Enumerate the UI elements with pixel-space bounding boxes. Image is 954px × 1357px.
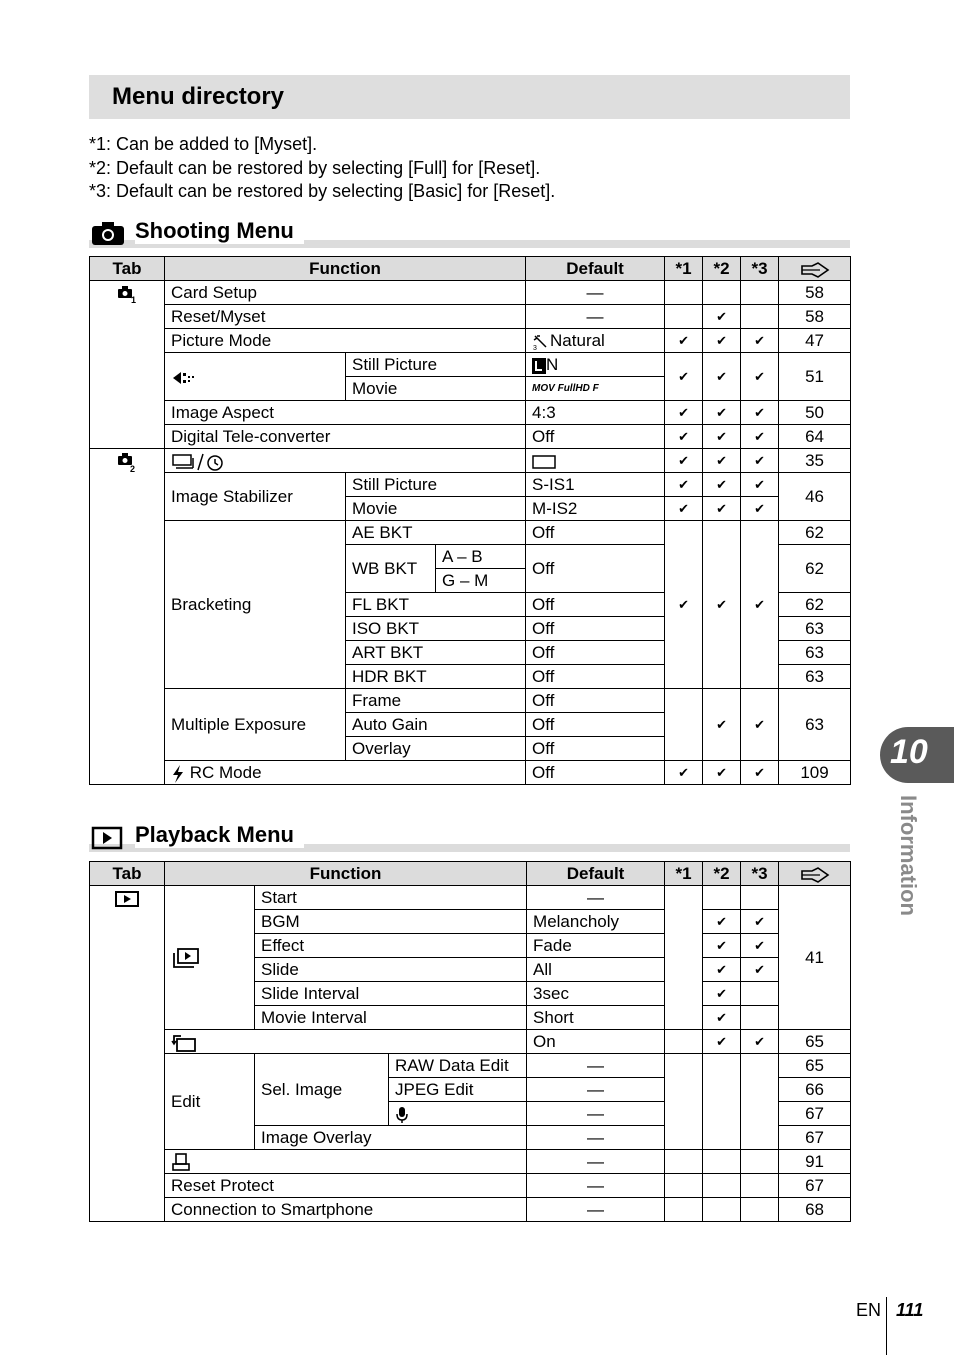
table-row [90,1198,851,1222]
start-label: Start [255,886,527,910]
page-number: 67 [779,1126,851,1150]
check-mark: ✔ [665,401,703,425]
default-value: — [526,281,665,305]
default-value: Off [526,545,665,593]
default-value: Fade [527,934,665,958]
print-icon-cell [165,1150,527,1174]
col-default: Default [526,257,665,281]
default-value: Off [526,593,665,617]
slide-label: Slide [255,958,527,982]
slideshow-icon-cell [165,886,255,1030]
default-value: 4:3 [526,401,665,425]
table-row [90,761,851,785]
still-quality-value: N [546,355,559,374]
bracketing-label: Bracketing [165,521,346,689]
col-tab: Tab [90,257,165,281]
check-mark: ✔ [703,1006,741,1030]
page-number: 65 [779,1030,851,1054]
default-value: Off [526,641,665,665]
check-mark: ✔ [703,449,741,473]
page-number: 63 [779,641,851,665]
table-row [90,1150,851,1174]
check-mark: ✔ [703,497,741,521]
default-value: M-IS2 [526,497,665,521]
check-mark: ✔ [741,521,779,689]
still-picture-label: Still Picture [346,353,526,377]
jpeg-edit-label: JPEG Edit [389,1078,527,1102]
tele-converter-label: Digital Tele-converter [165,425,526,449]
check-mark: ✔ [741,958,779,982]
check-mark: ✔ [665,521,703,689]
page-number: 62 [779,521,851,545]
ae-bkt-label: AE BKT [346,521,526,545]
page-number: 58 [779,305,851,329]
page-number: 46 [779,473,851,521]
page-title: Menu directory [112,83,285,110]
drive-timer-cell [165,449,526,473]
sequential-self-timer-icon [171,452,227,472]
default-value: — [527,1054,665,1078]
rc-mode-label: RC Mode [189,763,262,782]
microphone-icon [395,1106,409,1124]
table-row [90,1054,851,1078]
section-title: Playback Menu [135,822,304,848]
check-mark: ✔ [703,305,741,329]
card-setup-label: Card Setup [165,281,526,305]
footer-divider [886,1297,887,1355]
page-number: 67 [779,1174,851,1198]
check-mark: ✔ [703,934,741,958]
picture-mode-icon [532,333,550,351]
default-value [526,329,665,353]
picture-mode-value: Natural [550,331,605,350]
table-row [90,449,851,473]
default-value: Off [526,713,665,737]
check-mark: ✔ [741,1030,779,1054]
wb-ab-label: A – B [436,545,526,569]
page-number: 58 [779,281,851,305]
check-mark: ✔ [741,449,779,473]
default-value [526,449,665,473]
table-row [90,1030,851,1054]
check-mark: ✔ [665,353,703,401]
title-bar [89,75,850,119]
playback-icon [91,824,123,850]
default-value: Off [526,425,665,449]
check-mark: ✔ [665,761,703,785]
check-mark: ✔ [665,473,703,497]
chapter-label [893,795,923,935]
bgm-label: BGM [255,910,527,934]
page-number: 35 [779,449,851,473]
page-number: 63 [779,689,851,761]
col-full: *2 [703,862,741,886]
page-number: 65 [779,1054,851,1078]
iso-bkt-label: ISO BKT [346,617,526,641]
image-aspect-label: Image Aspect [165,401,526,425]
voice-icon-cell [389,1102,527,1126]
footer-language: EN [856,1300,882,1320]
check-mark: ✔ [703,761,741,785]
movie-interval-label: Movie Interval [255,1006,527,1030]
image-overlay-label: Image Overlay [255,1126,527,1150]
default-value: — [526,305,665,329]
print-order-icon [171,1153,191,1173]
shooting-menu-header [89,218,850,248]
page-number: 47 [779,329,851,353]
movie-quality-value [526,377,665,401]
flash-icon [171,765,185,783]
check-mark: ✔ [703,521,741,689]
svg-text:2: 2 [130,463,136,473]
reset-myset-label: Reset/Myset [165,305,526,329]
fl-bkt-label: FL BKT [346,593,526,617]
camera-icon [91,220,125,246]
default-value: 3sec [527,982,665,1006]
default-value: Off [526,521,665,545]
col-full: *2 [703,257,741,281]
section-title: Shooting Menu [135,218,304,244]
check-mark: ✔ [741,934,779,958]
default-value: — [527,1150,665,1174]
col-myset: *1 [665,862,703,886]
auto-gain-label: Auto Gain [346,713,526,737]
default-value: Short [527,1006,665,1030]
col-page-ref [779,257,851,281]
overlay-label: Overlay [346,737,526,761]
effect-label: Effect [255,934,527,958]
note-1: *1: Can be added to [Myset]. [89,134,318,154]
default-value [526,353,665,377]
check-mark: ✔ [741,497,779,521]
default-value: Off [526,665,665,689]
check-mark: ✔ [703,958,741,982]
check-mark: ✔ [741,425,779,449]
page-number: 51 [779,353,851,401]
page-number: 41 [779,886,851,1030]
check-mark: ✔ [741,329,779,353]
default-value: All [527,958,665,982]
col-default: Default [527,862,665,886]
check-mark: ✔ [741,353,779,401]
svg-text:3: 3 [533,344,537,351]
hdr-bkt-label: HDR BKT [346,665,526,689]
table-row [90,329,851,353]
connection-smartphone-label: Connection to Smartphone [165,1198,527,1222]
check-mark: ✔ [703,329,741,353]
wb-gm-label: G – M [436,569,526,593]
default-value: — [527,886,665,910]
default-value: — [527,1078,665,1102]
col-basic: *3 [741,862,779,886]
shooting-menu-1-icon [116,284,138,304]
edit-label: Edit [165,1054,255,1150]
stab-movie-label: Movie [346,497,526,521]
default-value: — [527,1198,665,1222]
chapter-number: 10 [890,733,928,771]
svg-text:1: 1 [131,294,137,304]
default-value: — [527,1102,665,1126]
default-value: — [527,1174,665,1198]
table-row [90,886,851,910]
check-mark: ✔ [703,982,741,1006]
page-number: 67 [779,1102,851,1126]
table-row [90,1174,851,1198]
table-row [90,473,851,497]
note-3: *3: Default can be restored by selecting [Basic] for [Reset]. [89,181,556,201]
check-mark: ✔ [665,497,703,521]
shooting-tab-1 [90,281,165,449]
col-basic: *3 [741,257,779,281]
col-page-ref [779,862,851,886]
table-row [90,281,851,305]
page-number: 68 [779,1198,851,1222]
default-value: S-IS1 [526,473,665,497]
wb-bkt-label: WB BKT [346,545,436,593]
table-row [90,353,851,377]
default-value: Off [526,761,665,785]
check-mark: ✔ [703,401,741,425]
check-mark: ✔ [741,401,779,425]
check-mark: ✔ [741,761,779,785]
playback-tab [90,886,165,1222]
check-mark: ✔ [741,473,779,497]
rotate-icon-cell [165,1030,527,1054]
footnotes [89,133,555,204]
table-header-row [90,862,851,886]
shooting-menu-2-icon [116,451,138,473]
chapter-label-text: Information [896,795,921,916]
rc-mode-cell [165,761,526,785]
check-mark: ✔ [741,910,779,934]
default-value: Off [526,617,665,641]
single-frame-icon [532,455,556,469]
chapter-tab [880,727,954,783]
frame-label: Frame [346,689,526,713]
check-mark: ✔ [741,689,779,761]
table-row [90,521,851,545]
reset-protect-label: Reset Protect [165,1174,527,1198]
art-bkt-label: ART BKT [346,641,526,665]
stab-still-label: Still Picture [346,473,526,497]
large-size-icon [532,358,546,374]
default-value: Off [526,737,665,761]
slideshow-icon [171,947,201,969]
quality-icon-cell [165,353,346,401]
check-mark: ✔ [703,1030,741,1054]
page-reference-icon [800,262,830,278]
check-mark: ✔ [703,910,741,934]
default-value: Melancholy [527,910,665,934]
page-number: 50 [779,401,851,425]
raw-data-edit-label: RAW Data Edit [389,1054,527,1078]
table-row [90,401,851,425]
picture-mode-label: Picture Mode [165,329,526,353]
footer-page-number: 111 [896,1300,924,1320]
check-mark: ✔ [665,425,703,449]
check-mark: ✔ [703,689,741,761]
check-mark: ✔ [703,473,741,497]
default-value: On [527,1030,665,1054]
playback-menu-icon [115,889,139,909]
check-mark: ✔ [665,329,703,353]
sel-image-label: Sel. Image [255,1054,389,1126]
page-number: 62 [779,593,851,617]
page-number: 66 [779,1078,851,1102]
image-stabilizer-label: Image Stabilizer [165,473,346,521]
image-quality-icon [171,369,201,387]
page-number: 91 [779,1150,851,1174]
page-number: 64 [779,425,851,449]
col-function: Function [165,862,527,886]
rotate-icon [171,1033,197,1053]
col-tab: Tab [90,862,165,886]
playback-menu-header [89,822,850,852]
col-myset: *1 [665,257,703,281]
check-mark: ✔ [665,449,703,473]
multiple-exposure-label: Multiple Exposure [165,689,346,761]
page-reference-icon [800,867,830,883]
default-value: Off [526,689,665,713]
movie-quality-text: MOV FullHD F [532,383,599,394]
check-mark: ✔ [703,425,741,449]
shooting-tab-2 [90,449,165,785]
table-header-row [90,257,851,281]
table-row [90,425,851,449]
check-mark: ✔ [703,353,741,401]
table-row [90,305,851,329]
page-number: 63 [779,617,851,641]
page-number: 63 [779,665,851,689]
movie-label: Movie [346,377,526,401]
table-row [90,689,851,713]
shooting-menu-table [89,256,851,785]
note-2: *2: Default can be restored by selecting [Full] for [Reset]. [89,157,541,178]
page-number: 109 [779,761,851,785]
page-number: 62 [779,545,851,593]
default-value: — [527,1126,665,1150]
playback-menu-table [89,861,851,1222]
col-function: Function [165,257,526,281]
slide-interval-label: Slide Interval [255,982,527,1006]
